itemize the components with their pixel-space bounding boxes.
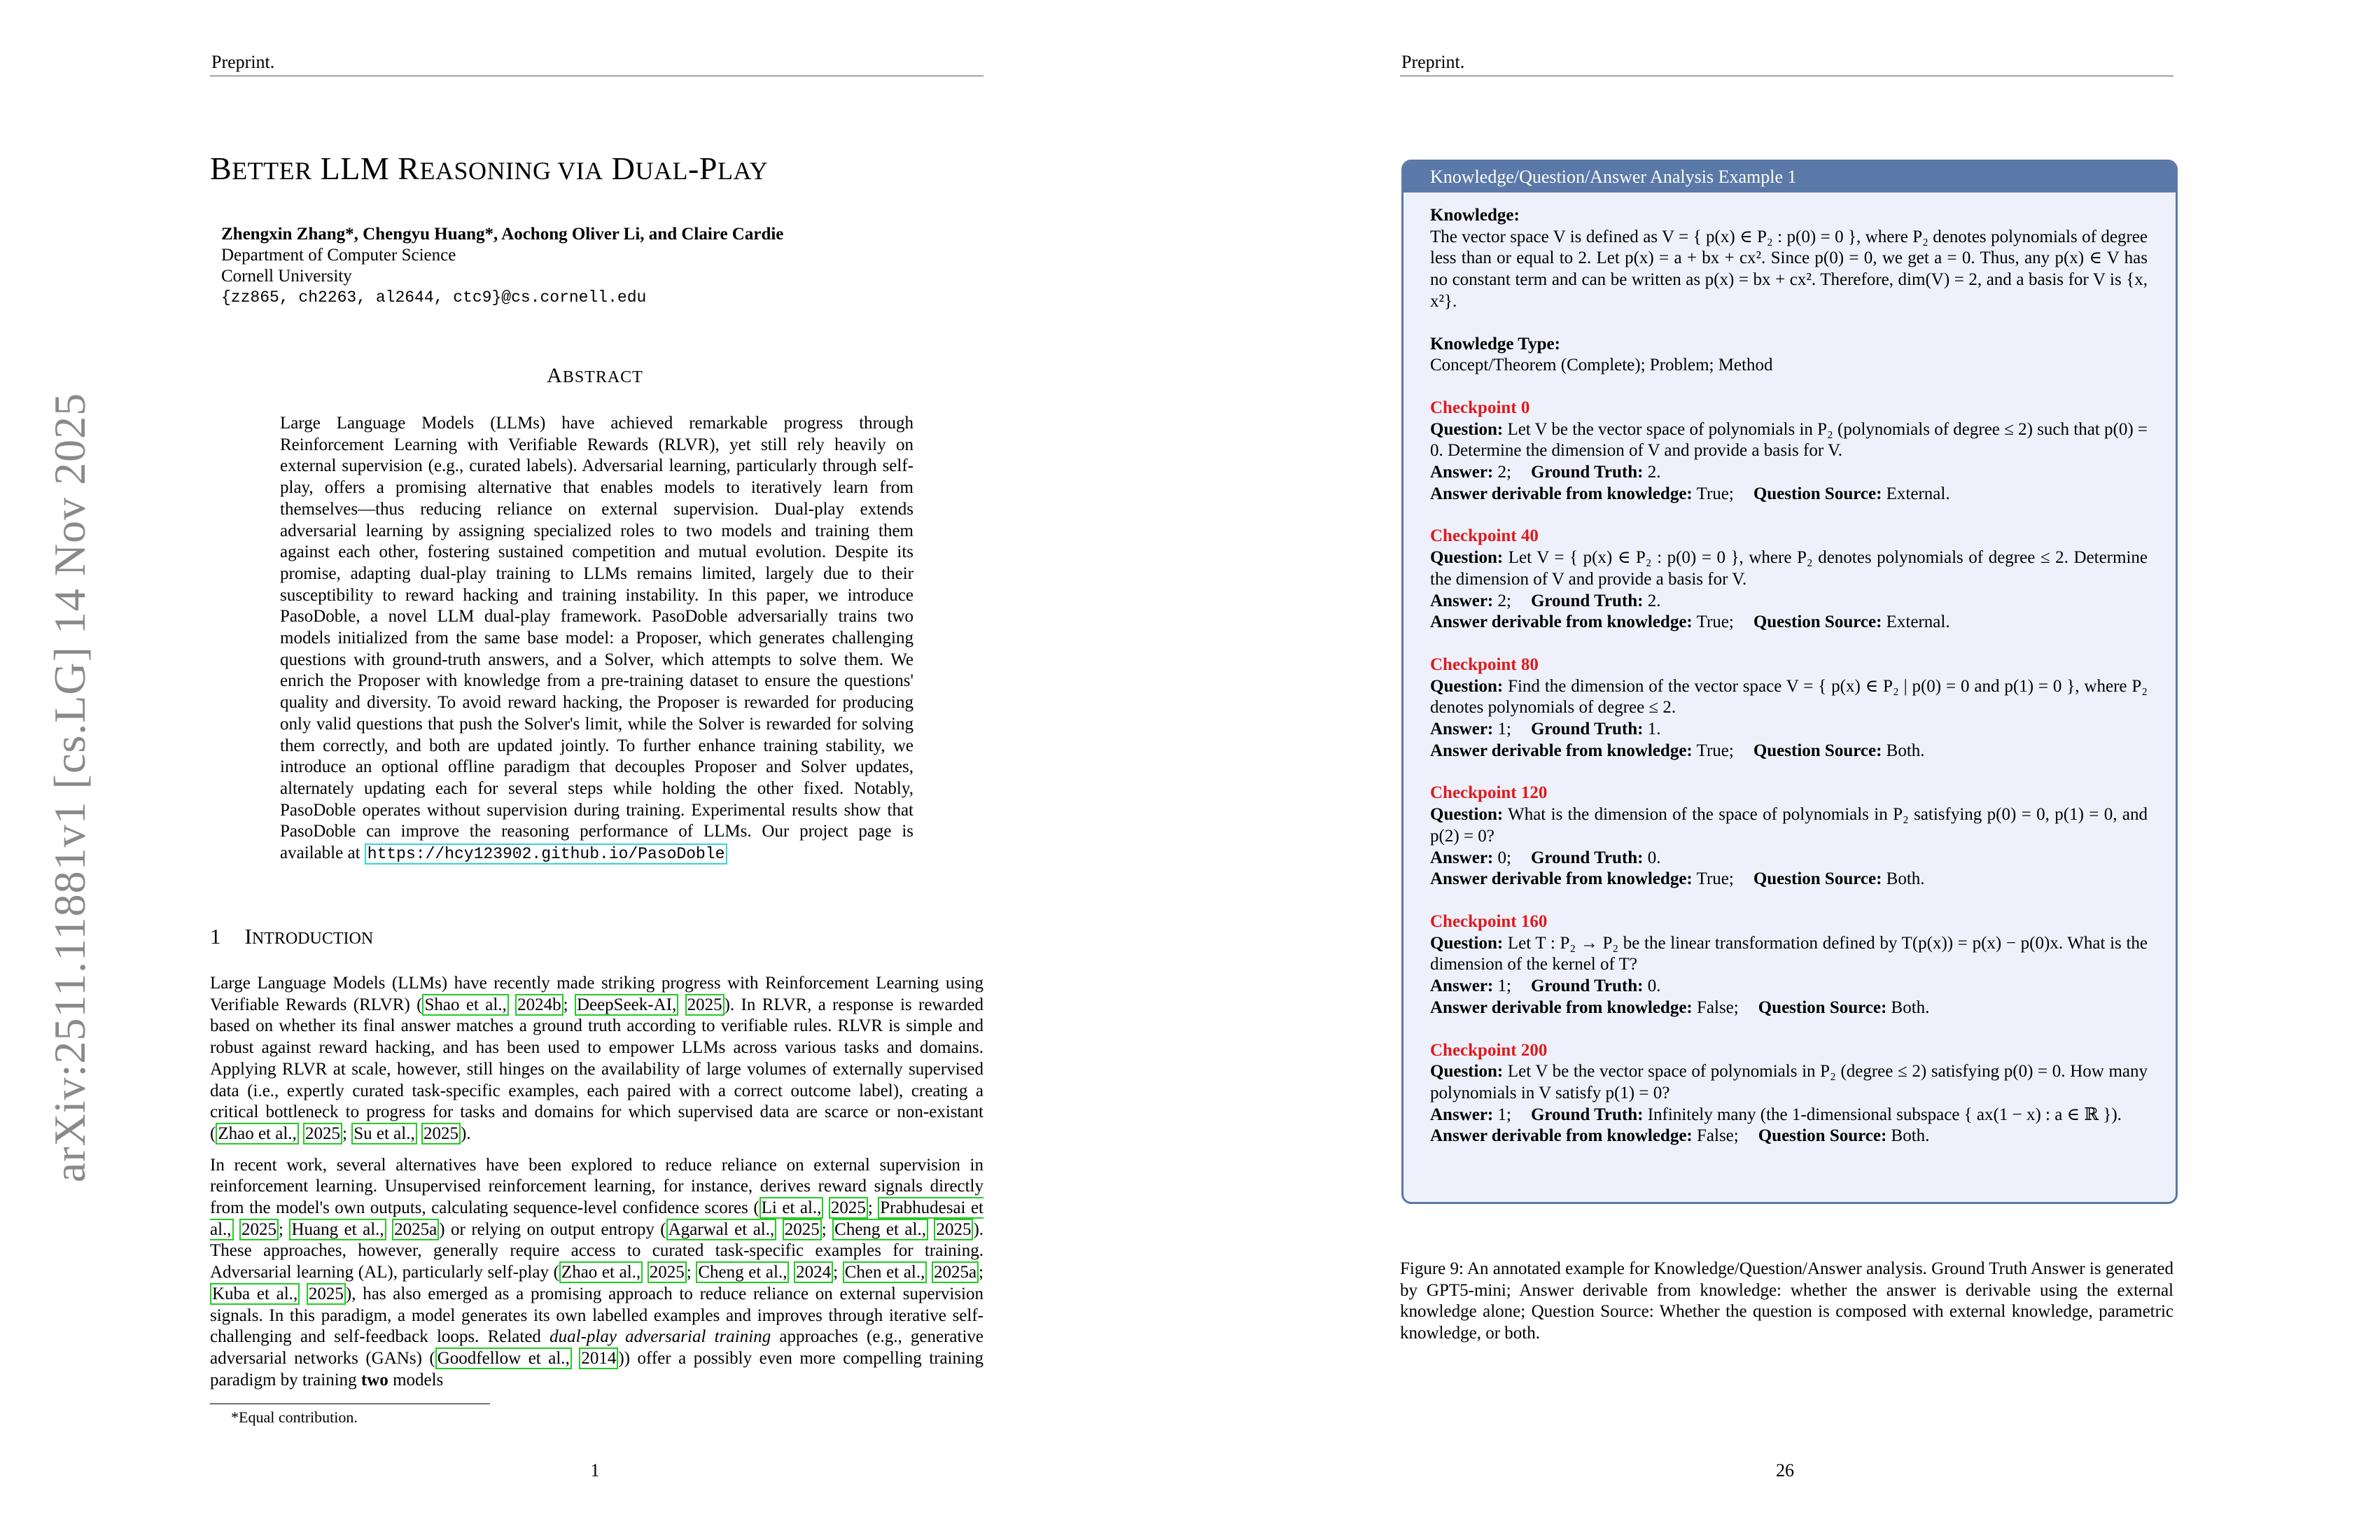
figure-caption: Figure 9: An annotated example for Knowledge/Question/Answer analysis. Ground Truth Answer is generated by GPT5-mini; Answer derivable from knowledge: whether the answer is derivable using the external knowledge alone; Question Source: Whether the question is composed with external knowledge, parametric knowledge, or both.: [1400, 1259, 2174, 1343]
question-label: Question:: [1430, 933, 1504, 953]
ground-truth-label: Ground Truth:: [1530, 591, 1644, 610]
title-part: R: [398, 150, 420, 186]
citation-text: Cheng et al.: [698, 1263, 783, 1282]
title-part: LAY: [717, 157, 769, 185]
checkpoint-title: Checkpoint 200: [1430, 1040, 1548, 1060]
question-label: Question:: [1430, 548, 1504, 568]
question-label: Question:: [1430, 676, 1504, 696]
checkpoint-derivable-row: [1430, 612, 2148, 634]
question-text: Let V be the vector space of polynomials in P₂ (degree ≤ 2) satisfying p(0) = 0. How many polynomials in V satisfy p(1) = 0?: [1430, 1062, 2148, 1102]
answer-value: 1;: [1497, 720, 1511, 739]
running-head: Preprint.: [1401, 52, 1465, 72]
author-emails: {zz865, ch2263, al2644, ctc9}@cs.cornell.edu: [221, 288, 647, 307]
title-part: B: [210, 150, 232, 186]
citation-text: Su et al.: [354, 1124, 411, 1143]
citation-link[interactable]: Huang et al.,: [289, 1219, 386, 1240]
citation-link[interactable]: 2014: [579, 1348, 618, 1369]
citation-link[interactable]: 2025a: [932, 1261, 979, 1283]
ground-truth-label: Ground Truth:: [1530, 463, 1644, 482]
checkpoint-block: [1430, 783, 2148, 890]
checkpoint-question: [1430, 676, 2148, 719]
derivable-value: False;: [1697, 1126, 1739, 1146]
text-run: In recent work, several alternatives have been explored to reduce reliance on external supervision in reinforcement learning. Unsupervised reinforcement learning, for instance, derives reward signals directly from the model's own outputs, calculating sequence-level confidence scores (: [210, 1155, 983, 1218]
section-number: 1: [210, 924, 221, 948]
answer-value: 0;: [1497, 848, 1511, 867]
title-part: EASONING VIA: [419, 157, 603, 185]
ground-truth-value: Infinitely many (the 1-dimensional subspace { ax(1 − x) : a ∈ ℝ }).: [1647, 1105, 2122, 1124]
checkpoint-derivable-row: [1430, 484, 2148, 505]
answer-label: Answer:: [1430, 848, 1494, 867]
checkpoint-title: Checkpoint 160: [1430, 911, 1548, 931]
ground-truth-label: Ground Truth:: [1530, 848, 1644, 867]
answer-label: Answer:: [1430, 463, 1494, 482]
text-run: ) or relying on output entropy (: [439, 1219, 666, 1239]
abstract-body: Large Language Models (LLMs) have achieved remarkable progress through Reinforcement Learning with Verifiable Rewards (RLVR), yet still rely heavily on external supervision (e.g., curated labels). Adversarial learning, particularly through self-play, offers a promising alternative that enables models to iteratively learn from themselves—thus reducing reliance on external supervision. Dual-play extends adversarial learning by assigning specialized roles to two models and training them against each other, fostering sustained competition and mutual evolution. Despite its promise, adapting dual-play training to LLMs remains limited, largely due to their susceptibility to reward hacking and training instability. In this paper, we introduce PasoDoble, a novel LLM dual-play framework. PasoDoble adversarially trains two models initialized from the same base model: a Proposer, which generates challenging questions with ground-truth answers, and a Solver, which attempts to solve them. We enrich the Proposer with knowledge from a pre-training dataset to ensure the questions' quality and diversity. To avoid reward hacking, the Proposer is rewarded for producing only valid questions that push the Solver's limit, while the Solver is rewarded for solving them correctly, and both are updated jointly. To further enhance training stability, we introduce an optional offline paradigm that decouples Proposer and Solver updates, alternately updating each for several steps while holding the other fixed. Notably, PasoDoble operates without supervision during training. Experimental results show that PasoDoble can improve the reasoning performance of LLMs. Our project page is available at: [280, 414, 913, 863]
title-part: P: [699, 150, 718, 186]
text-run: Large Language Models (LLMs) have recently made striking progress with Reinforcement Learning using Verifiable Rewards (RLVR) (: [210, 974, 983, 1014]
introduction-body: [210, 973, 983, 1401]
source-label: Question Source:: [1758, 997, 1887, 1017]
checkpoint-derivable-row: [1430, 869, 2148, 890]
citation-link[interactable]: Cheng et al.,: [696, 1261, 789, 1283]
citation-text: Goodfellow et al.: [437, 1348, 566, 1368]
question-text: Let V = { p(x) ∈ P₂ : p(0) = 0 }, where P₂ denotes polynomials of degree ≤ 2. Determine the dimension of V and provide a basis for V.: [1430, 548, 2148, 589]
checkpoint-block: [1430, 398, 2148, 505]
analysis-example-box: [1401, 160, 2178, 1204]
text-run: ), has also emerged as a promising approach to reduce reliance on external supervision signals. In this paradigm, a model generates its own labelled examples and improves through iterative self-challenging and self-feedback loops. Related: [210, 1284, 983, 1347]
citation-link[interactable]: Chen et al.,: [843, 1261, 927, 1283]
text-run: ;: [563, 995, 575, 1014]
checkpoint-answer-row: [1430, 591, 2148, 612]
heading-rest: NTRODUCTION: [251, 930, 374, 948]
citation-link[interactable]: Cheng et al.,: [832, 1219, 928, 1240]
paragraph: In recent work, several alternatives have been explored to reduce reliance on external supervision in reinforcement learning. Unsupervised reinforcement learning, for instance, derives reward signals directly from the model's own outputs, calculating sequence-level confidence scores ( Li et al., 2025 ; Prabhudesai et al., 2025 ; Huang et al., 2025a ) or relying on output entropy ( Agarwal et al., 2025 ; Cheng et al., 2025 ). These approaches, however, generally require access to curated task-specific examples for training. Adversarial learning (AL), particularly self-play ( Zhao et al., 2025 ; Cheng et al., 2024 ; Chen et al., 2025a ; Kuba et al., 2025 ), has also emerged as a promising approach to reduce reliance on external supervision signals. In this paradigm, a model generates its own labelled examples and improves through iterative self-challenging and self-feedback loops. Related dual-play adversarial training approaches (e.g., generative adversarial networks (GANs) ( Goodfellow et al., 2014 )) offer a possibly even more compelling training paradigm by training two models: [210, 1155, 984, 1390]
text-run: ).: [460, 1124, 471, 1143]
title-part: LLM: [320, 150, 390, 186]
source-value: Both.: [1891, 1126, 1930, 1146]
source-label: Question Source:: [1753, 484, 1882, 503]
citation-link[interactable]: Zhao et al.,: [559, 1261, 643, 1283]
page-number: 26: [1776, 1460, 1794, 1480]
citation-text: Prabhudesai et al.: [210, 1198, 983, 1239]
citation-link[interactable]: Kuba et al.,: [210, 1283, 300, 1305]
arxiv-identifier[interactable]: arXiv:2511.11881v1 [cs.LG] 14 Nov 2025: [45, 392, 94, 1183]
derivable-label: Answer derivable from knowledge:: [1430, 1126, 1693, 1146]
answer-value: 2;: [1497, 591, 1511, 610]
checkpoint-title: Checkpoint 120: [1430, 783, 1548, 803]
question-text: Let V be the vector space of polynomials in P₂ (polynomials of degree ≤ 2) such that p(0) = 0. Determine the dimension of V and provide a basis for V.: [1430, 419, 2148, 461]
citation-link[interactable]: Goodfellow et al.,: [435, 1348, 572, 1369]
derivable-label: Answer derivable from knowledge:: [1430, 484, 1693, 503]
derivable-label: Answer derivable from knowledge:: [1430, 869, 1693, 889]
citation-link[interactable]: Li et al.,: [760, 1197, 824, 1219]
knowledge-type: Concept/Theorem (Complete); Problem; Method: [1430, 356, 1773, 375]
answer-label: Answer:: [1430, 720, 1494, 739]
source-label: Question Source:: [1753, 869, 1882, 889]
derivable-value: True;: [1696, 612, 1734, 632]
derivable-value: False;: [1697, 997, 1739, 1017]
page-right: [1190, 0, 2380, 1540]
ground-truth-label: Ground Truth:: [1530, 1105, 1644, 1124]
citation-link[interactable]: 2024b: [515, 994, 564, 1016]
derivable-label: Answer derivable from knowledge:: [1430, 741, 1693, 760]
footnote: *Equal contribution.: [231, 1408, 358, 1426]
running-head: Preprint.: [211, 52, 275, 72]
emphasis: dual-play adversarial training: [550, 1327, 771, 1347]
university: Cornell University: [221, 267, 352, 286]
checkpoint-question: [1430, 547, 2148, 590]
checkpoint-title: Checkpoint 40: [1430, 526, 1539, 546]
derivable-value: True;: [1696, 741, 1734, 760]
citation-link[interactable]: Agarwal et al.,: [666, 1219, 777, 1240]
derivable-value: True;: [1696, 869, 1734, 889]
abstract-text: [280, 413, 913, 865]
question-label: Question:: [1430, 1062, 1504, 1082]
citation-link[interactable]: 2025: [685, 994, 724, 1016]
citation-text: Li et al.: [761, 1198, 818, 1218]
checkpoint-answer-row: [1430, 719, 2148, 741]
box-body: [1404, 192, 2176, 1147]
citation-link[interactable]: Prabhudesai et al.,: [210, 1198, 983, 1239]
bold-text: two: [360, 1370, 388, 1390]
answer-label: Answer:: [1430, 1105, 1494, 1124]
checkpoint-block: [1430, 1040, 2148, 1148]
citation-link[interactable]: Zhao et al.,: [216, 1123, 298, 1144]
derivable-value: True;: [1696, 484, 1734, 503]
checkpoint-question: [1430, 419, 2148, 462]
citation-text: Zhao et al.: [561, 1263, 636, 1282]
title-part: D: [611, 150, 636, 186]
checkpoint-derivable-row: [1430, 997, 2148, 1019]
source-value: External.: [1886, 612, 1950, 632]
checkpoint-title: Checkpoint 0: [1430, 398, 1530, 417]
question-label: Question:: [1430, 805, 1504, 825]
checkpoint-block: [1430, 526, 2148, 634]
citation-link[interactable]: 2025: [421, 1123, 461, 1144]
text-run: ). These approaches, however, generally require access to curated task-specific examples for training. Adversarial learning (AL), particularly self-play (: [210, 1219, 984, 1282]
page-number: 1: [590, 1460, 600, 1480]
derivable-label: Answer derivable from knowledge:: [1430, 997, 1693, 1017]
paragraph: [210, 973, 983, 1145]
citation-link[interactable]: 2025: [934, 1219, 973, 1240]
citation-link[interactable]: 2024: [794, 1261, 833, 1283]
checkpoint-answer-row: [1430, 848, 2148, 869]
checkpoint-list: [1430, 398, 2148, 1147]
title-part: ETTER: [232, 157, 312, 185]
checkpoint-answer-row: [1430, 1105, 2148, 1126]
knowledge-label: Knowledge:: [1430, 206, 1520, 225]
author-names: Zhengxin Zhang*, Chengyu Huang*, Aochong Oliver Li, and Claire Cardie: [221, 225, 784, 244]
section-heading: [210, 924, 373, 949]
text-run: approaches (e.g., generative adversarial networks (GANs) (: [210, 1327, 984, 1368]
heading-rest: BSTRACT: [562, 368, 643, 386]
question-label: Question:: [1430, 419, 1504, 439]
citation-link[interactable]: Su et al.,: [351, 1123, 417, 1144]
source-value: Both.: [1891, 997, 1930, 1017]
checkpoint-block: [1430, 911, 2148, 1019]
text-run: models: [393, 1370, 444, 1390]
knowledge-type-label: Knowledge Type:: [1430, 334, 1560, 354]
checkpoint-question: [1430, 933, 2148, 976]
text-run: ). In RLVR, a response is rewarded based on whether its final answer matches a ground truth according to verifiable rules. RLVR is simple and robust against reward hacking, and has been used to empower LLMs across various tasks and domains. Applying RLVR at scale, however, still hinges on the availability of large volumes of externally supervised data (i.e., expertly curated task-specific examples, each paired with a correct outcome label), creating a critical bottleneck to progress for tasks and domains for which supervised data are scarce or non-existant (: [210, 995, 984, 1143]
project-page-link[interactable]: https://hcy123902.github.io/PasoDoble: [365, 844, 728, 864]
ground-truth-label: Ground Truth:: [1530, 976, 1644, 996]
citation-link[interactable]: 2025: [829, 1197, 868, 1219]
citation-text: Chen et al.: [844, 1263, 921, 1282]
citation-text: Kuba et al.: [212, 1284, 293, 1303]
ground-truth-value: 1.: [1647, 720, 1661, 739]
source-label: Question Source:: [1753, 612, 1882, 632]
citation-link[interactable]: Shao et al.,: [422, 994, 508, 1016]
ground-truth-value: 2.: [1647, 463, 1661, 482]
citation-text: Cheng et al.: [834, 1219, 922, 1239]
knowledge-text: The vector space V is defined as V = { p(x) ∈ P₂ : p(0) = 0 }, where P₂ denotes polynomials of degree less than or equal to 2. Let p(x) = a + bx + cx². Since p(0) = 0, we get a = 0. Thus, any p(x) ∈ V has no constant term and can be written as p(x) = bx + cx². Therefore, dim(V) = 2, and a basis for V is {x, x²}.: [1430, 227, 2148, 311]
heading-cap: I: [244, 924, 252, 948]
ground-truth-value: 0.: [1647, 848, 1661, 867]
question-text: Let T : P₂ → P₂ be the linear transformation defined by T(p(x)) = p(x) − p(0)x. What is the dimension of the kernel of T?: [1430, 933, 2148, 974]
question-text: What is the dimension of the space of polynomials in P₂ satisfying p(0) = 0, p(1) = 0, and p(2) = 0?: [1430, 805, 2148, 846]
box-title: Knowledge/Question/Answer Analysis Example 1: [1404, 162, 2176, 192]
source-label: Question Source:: [1758, 1126, 1887, 1146]
citation-text: Huang et al.: [291, 1219, 380, 1239]
checkpoint-derivable-row: [1430, 741, 2148, 762]
knowledge-block: [1430, 205, 2148, 313]
checkpoint-question: [1430, 804, 2148, 847]
answer-label: Answer:: [1430, 591, 1494, 610]
text-run: )) offer a possibly even more compelling training paradigm by training: [210, 1348, 984, 1390]
citation-link[interactable]: 2025: [648, 1261, 687, 1283]
checkpoint-answer-row: [1430, 976, 2148, 997]
answer-label: Answer:: [1430, 976, 1494, 996]
source-label: Question Source:: [1753, 741, 1882, 760]
citation-link[interactable]: DeepSeek-AI,: [575, 994, 678, 1016]
source-value: External.: [1886, 484, 1950, 503]
source-value: Both.: [1886, 869, 1925, 889]
citation-link[interactable]: 2025: [307, 1283, 346, 1305]
paper-title: BETTER LLM REASONING VIA DUAL-PLAY: [210, 150, 769, 186]
checkpoint-answer-row: [1430, 462, 2148, 484]
department: Department of Computer Science: [221, 246, 456, 265]
author-block: [221, 224, 783, 308]
checkpoint-title: Checkpoint 80: [1430, 654, 1539, 674]
text-run: ;: [342, 1124, 352, 1143]
heading-cap: A: [547, 364, 563, 387]
citation-text: Shao et al.: [424, 995, 503, 1014]
answer-value: 2;: [1497, 463, 1511, 482]
source-value: Both.: [1886, 741, 1925, 760]
derivable-label: Answer derivable from knowledge:: [1430, 612, 1693, 632]
citation-link[interactable]: 2025: [239, 1219, 279, 1240]
answer-value: 1;: [1497, 976, 1511, 996]
checkpoint-derivable-row: [1430, 1126, 2148, 1147]
checkpoint-block: [1430, 654, 2148, 762]
citation-text: DeepSeek-AI: [576, 995, 672, 1014]
citation-link[interactable]: 2025a: [392, 1219, 439, 1240]
question-text: Find the dimension of the vector space V = { p(x) ∈ P₂ | p(0) = 0 and p(1) = 0 }, where P₂ denotes polynomials of degree ≤ 2.: [1430, 676, 2148, 718]
ground-truth-value: 0.: [1647, 976, 1661, 996]
citation-text: Zhao et al.: [218, 1124, 293, 1143]
ground-truth-value: 2.: [1647, 591, 1661, 610]
citation-link[interactable]: 2025: [303, 1123, 342, 1144]
citation-link[interactable]: 2025: [783, 1219, 822, 1240]
abstract-heading: [0, 364, 1190, 388]
knowledge-type-block: [1430, 334, 2148, 377]
title-part: UAL: [635, 157, 689, 185]
answer-value: 1;: [1497, 1105, 1511, 1124]
citation-text: Agarwal et al.: [668, 1219, 770, 1239]
ground-truth-label: Ground Truth:: [1530, 720, 1644, 739]
checkpoint-question: [1430, 1061, 2148, 1104]
